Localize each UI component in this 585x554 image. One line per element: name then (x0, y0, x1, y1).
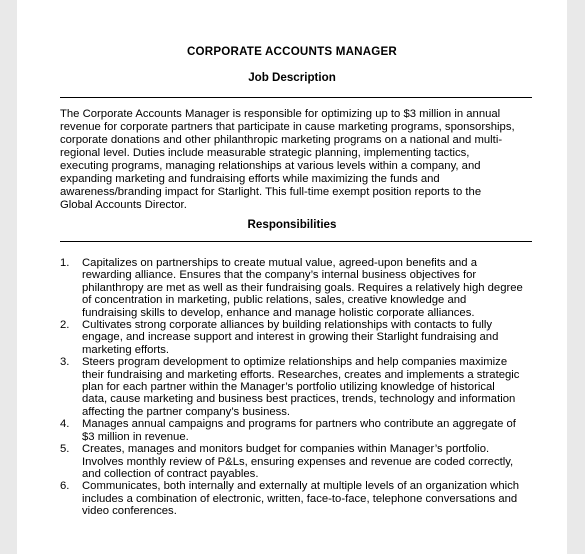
list-item-line: Manages annual campaigns and programs for partners who contribute an aggregate of (82, 418, 516, 431)
list-item-number: 1. (60, 257, 70, 269)
divider-top (60, 97, 532, 98)
list-item-line: Creates, manages and monitors budget for companies within Manager’s portfolio. (82, 443, 490, 456)
intro-line: regional level. Duties include measurable strategic planning, implementing tactics, (60, 147, 470, 159)
list-item-line: engage, and increase support and interest in growing their Starlight fundraising and (82, 331, 499, 344)
list-item (60, 356, 540, 418)
intro-line: The Corporate Accounts Manager is responsible for optimizing up to $3 million in annual (60, 108, 501, 120)
divider-responsibilities (60, 241, 532, 242)
list-item-number: 3. (60, 356, 70, 369)
responsibilities-list (60, 257, 540, 518)
intro-line: Global Accounts Director. (60, 199, 187, 211)
list-item-line: and collection of contract payables. (82, 467, 259, 480)
list-item-line: Capitalizes on partnerships to create mutual value, agreed-upon benefits and a (82, 257, 478, 269)
list-item-number: 2. (60, 319, 70, 332)
list-item-line: fundraising skills to develop, enhance and manage holistic corporate alliances. (82, 306, 475, 319)
intro-line: expanding marketing and fundraising efforts while maximizing the funds and (60, 173, 440, 185)
list-item-line: rewarding alliance. Ensures that the company’s internal business objectives for (82, 269, 477, 282)
intro-line: awareness/branding impact for Starlight. This full-time exempt position reports to the (60, 186, 482, 198)
list-item-line: $3 million in revenue. (82, 430, 189, 443)
list-item-number: 6. (60, 480, 70, 493)
list-item-line: data, cause marketing and business best practices, trends, technology and information (82, 393, 516, 406)
list-item (60, 443, 540, 480)
intro-line: corporate donations and other philanthropic marketing programs on a national and multi- (60, 134, 503, 146)
responsibilities-heading: Responsibilities (247, 218, 337, 231)
list-item-line: Steers program development to optimize relationships and help companies maximize (82, 356, 508, 369)
list-item (60, 418, 540, 443)
intro-line: executing programs, managing relationships at various levels within a company, and (60, 160, 481, 172)
list-item (60, 319, 540, 356)
list-item-line: includes a combination of electronic, written, face-to-face, telephone conversations and (82, 492, 518, 505)
list-item (60, 480, 540, 517)
document-title: CORPORATE ACCOUNTS MANAGER (186, 45, 398, 58)
list-item-line: their fundraising and marketing efforts. Researches, creates and implements a strategic (82, 368, 520, 381)
document-subtitle: Job Description (248, 71, 336, 84)
intro-line: revenue for corporate partners that participate in cause marketing programs, sponsorships, (60, 121, 515, 133)
list-item-line: philanthropy are met as well as their fundraising goals. Requires a relatively high degree (82, 281, 523, 294)
list-item (60, 257, 540, 319)
list-item-line: of concentration in marketing, public relations, sales, creative knowledge and (82, 294, 467, 307)
list-item-line: Involves monthly review of P&Ls, ensuring expenses and revenue are coded correctly, (82, 455, 514, 468)
list-item-number: 5. (60, 443, 70, 456)
intro-paragraph (60, 108, 535, 212)
list-item-line: plan for each partner within the Manager’s portfolio utilizing knowledge of historical (82, 381, 495, 394)
list-item-line: Cultivates strong corporate alliances by building relationships with contacts to fully (82, 319, 493, 332)
document-page (17, 0, 567, 554)
list-item-line: marketing efforts. (82, 343, 170, 356)
list-item-number: 4. (60, 418, 70, 431)
list-item-line: affecting the partner company’s business. (82, 405, 291, 418)
list-item-line: Communicates, both internally and externally at multiple levels of an organization which (82, 480, 520, 493)
list-item-line: video conferences. (82, 505, 177, 518)
